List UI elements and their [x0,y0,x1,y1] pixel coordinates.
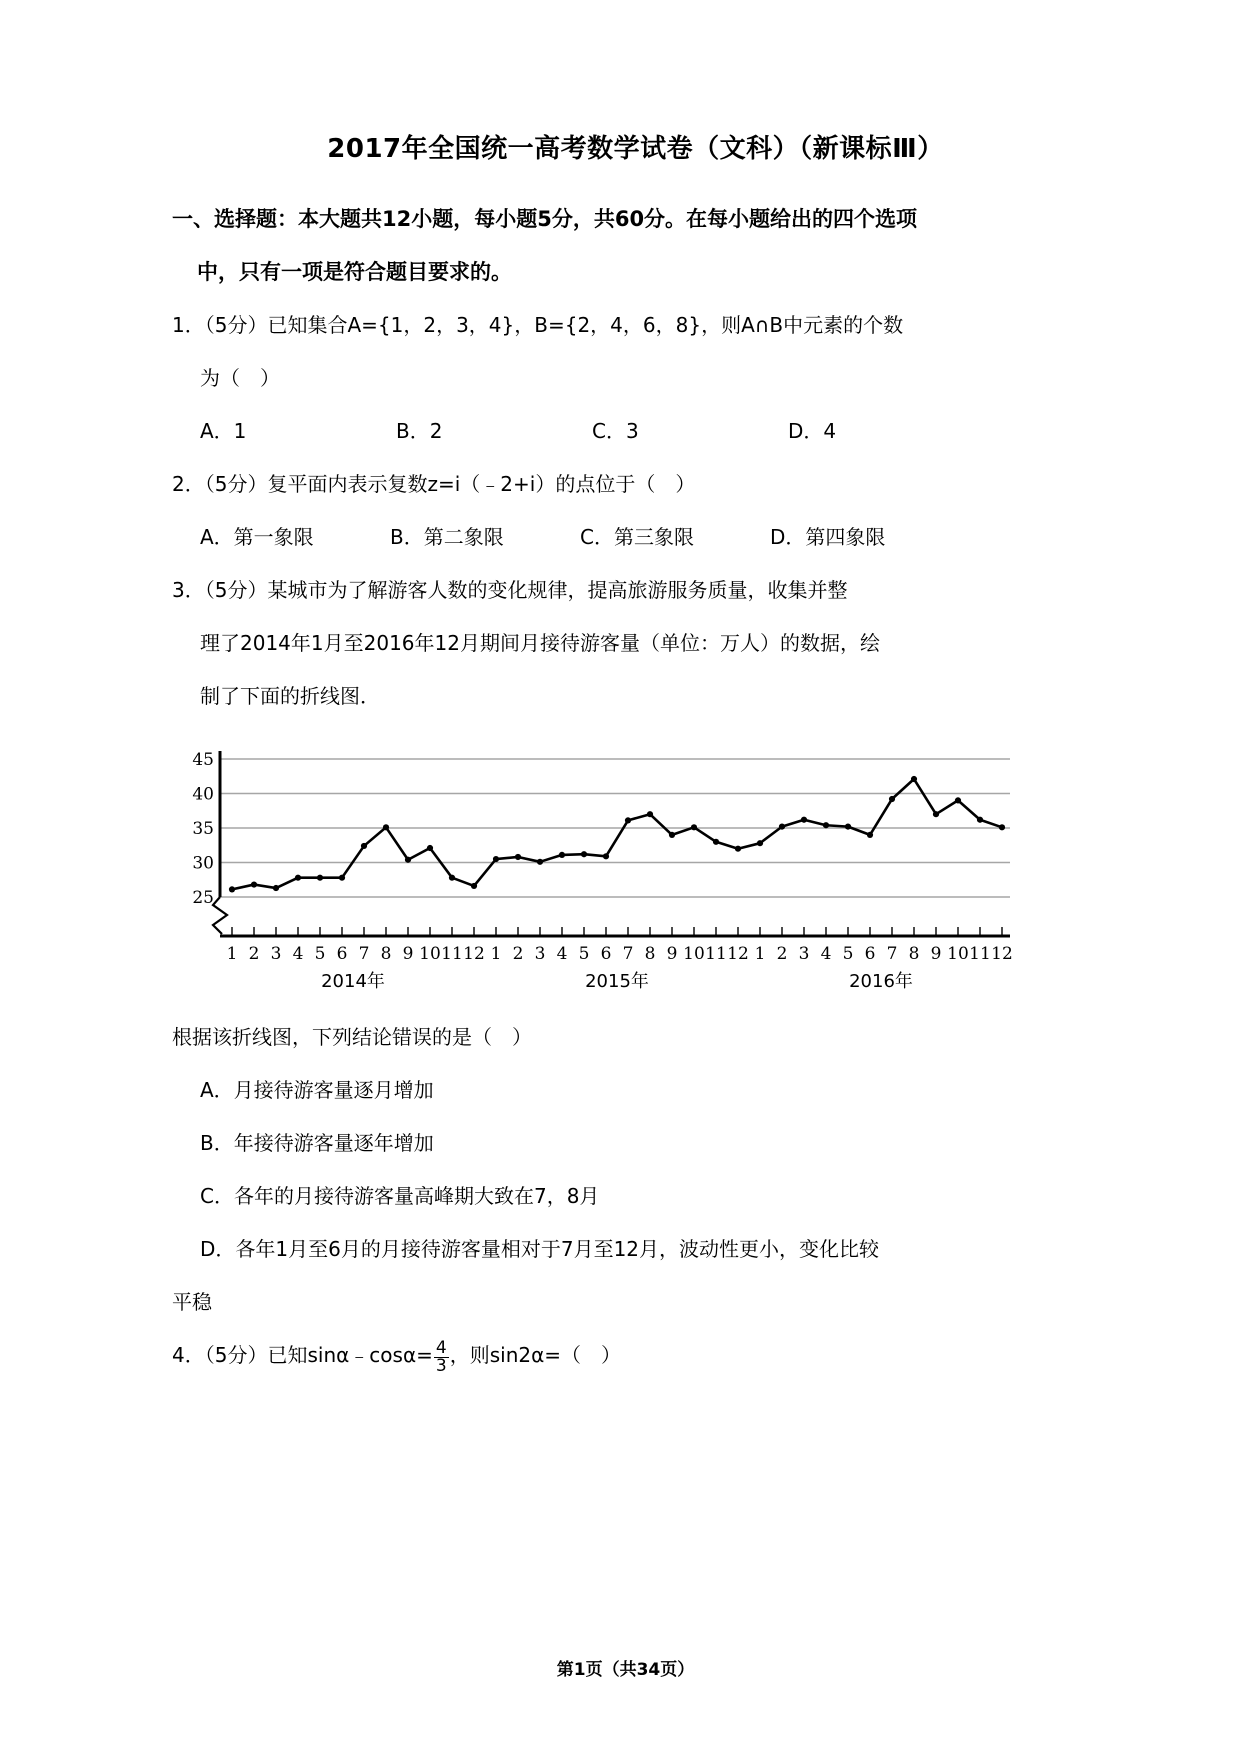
x-tick-label: 3 [270,944,282,964]
question-2-option-c[interactable]: C．第三象限 [580,525,694,549]
x-tick-label: 6 [864,944,876,964]
chart-group-labels [321,970,913,992]
data-point [669,832,675,838]
x-tick-label: 2 [248,944,260,964]
question-1-option-c[interactable]: C．3 [592,419,639,443]
line-chart [0,737,1241,1011]
data-point [889,796,895,802]
x-tick-label: 10 [947,944,969,964]
question-1-number: 1． [172,313,205,337]
data-point [647,811,653,817]
data-point [911,776,917,782]
data-point [537,859,543,865]
question-1-option-b[interactable]: B．2 [396,419,443,443]
x-tick-label: 3 [798,944,810,964]
x-tick-label: 5 [578,944,590,964]
x-tick-label: 9 [666,944,678,964]
data-point [801,817,807,823]
x-tick-label: 1 [754,944,766,964]
data-point [361,843,367,849]
x-tick-label: 12 [991,944,1012,964]
x-tick-label: 4 [556,944,568,964]
question-3-stem-line3: 制了下面的折线图． [200,684,380,708]
data-point [493,856,499,862]
x-tick-label: 5 [314,944,326,964]
question-1-points: （5分） [204,313,268,337]
question-2-option-b[interactable]: B．第二象限 [390,525,504,549]
x-tick-label: 6 [600,944,612,964]
section-heading [0,165,1241,299]
question-2-option-d[interactable]: D．第四象限 [770,525,886,549]
data-point [515,854,521,860]
question-3-after-chart: 根据该折线图，下列结论错误的是（ ） [172,1025,532,1049]
question-4-stem-suffix: ，则sin2α=（ ） [449,1343,622,1367]
x-tick-label: 11 [705,944,727,964]
y-tick-label: 40 [192,784,214,805]
data-point [383,824,389,830]
group-label: 2015年 [585,971,649,992]
data-point [427,845,433,851]
x-tick-label: 10 [683,944,705,964]
page-title: 2017年全国统一高考数学试卷（文科）（新课标Ⅲ） [327,134,944,164]
data-point [559,852,565,858]
x-tick-label: 1 [226,944,238,964]
data-line [232,779,1002,889]
data-point [581,851,587,857]
chart-x-tick-labels [227,944,1012,964]
y-tick-label: 35 [192,819,214,839]
data-point [779,824,785,830]
group-label: 2014年 [321,971,385,992]
question-1 [0,299,1241,405]
data-point [339,875,345,881]
x-tick-label: 9 [402,944,414,964]
data-point [251,881,257,887]
data-point [713,839,719,845]
x-tick-label: 8 [908,944,920,964]
x-tick-label: 5 [842,944,854,964]
data-point [955,797,961,803]
axis-break-icon [213,897,227,934]
question-3-option-b[interactable]: B．年接待游客量逐年增加 [200,1131,434,1155]
page-footer: 第1页（共34页） [556,1660,695,1680]
x-tick-label: 6 [336,944,348,964]
question-3-option-d-wrap: 平稳 [172,1290,212,1314]
x-tick-label: 4 [292,944,304,964]
data-point [449,875,455,881]
x-tick-label: 3 [534,944,546,964]
data-point [977,817,983,823]
y-tick-label: 25 [192,888,214,908]
x-tick-label: 12 [463,944,485,964]
data-point [933,811,939,817]
question-2-stem [172,458,1071,511]
data-point [295,875,301,881]
question-1-option-d[interactable]: D．4 [788,419,837,443]
question-2-points: （5分） [204,472,268,496]
fraction-denominator: 3 [435,1356,447,1377]
x-tick-label: 11 [441,944,463,964]
question-3-option-c[interactable]: C．各年的月接待游客量高峰期大致在7，8月 [200,1184,600,1208]
group-label: 2016年 [849,971,913,992]
question-1-option-a[interactable]: A．1 [200,419,247,443]
x-tick-label: 7 [358,944,370,964]
x-tick-label: 7 [886,944,898,964]
question-2-stem-line1: 复平面内表示复数z=i（﹣2+i）的点位于（ ） [267,472,696,496]
question-1-stem-line1: 已知集合A={1，2，3，4}，B={2，4，6，8}，则A∩B中元素的个数 [267,313,904,337]
data-point [867,832,873,838]
question-1-options [0,405,1241,458]
data-point [603,853,609,859]
x-tick-label: 12 [727,944,749,964]
question-3-stem-line1: 某城市为了解游客人数的变化规律，提高旅游服务质量，收集并整 [267,578,848,602]
x-tick-label: 1 [490,944,502,964]
x-tick-label: 8 [380,944,392,964]
x-tick-label: 2 [776,944,788,964]
data-point [735,846,741,852]
chart-y-tick-labels [192,750,214,908]
question-1-stem [172,299,1071,352]
x-tick-label: 7 [622,944,634,964]
question-2-options [0,511,1241,564]
question-2-option-a[interactable]: A．第一象限 [200,525,314,549]
x-tick-label: 2 [512,944,524,964]
x-tick-label: 4 [820,944,832,964]
x-tick-label: 10 [419,944,441,964]
data-point [999,824,1005,830]
data-point [691,824,697,830]
data-point [845,824,851,830]
fraction [434,1340,449,1376]
question-2 [0,458,1241,511]
data-point [823,822,829,828]
fraction-numerator: 4 [435,1338,447,1359]
question-3-number: 3． [172,578,205,602]
question-3-stem [172,564,1071,617]
data-point [625,817,631,823]
data-point [757,840,763,846]
data-point [273,885,279,891]
y-tick-label: 45 [192,750,214,770]
question-3-stem-line2: 理了2014年1月至2016年12月期间月接待游客量（单位：万人）的数据，绘 [200,631,880,655]
x-tick-label: 11 [969,944,991,964]
y-tick-label: 30 [192,853,214,874]
question-3 [0,564,1241,723]
data-point [229,886,235,892]
question-4-points: （5分） [204,1343,268,1367]
data-point [471,883,477,889]
question-4-number: 4． [172,1343,205,1367]
question-3-option-a[interactable]: A．月接待游客量逐月增加 [200,1078,434,1102]
question-4-stem-prefix: 已知sinα﹣cosα= [267,1343,433,1367]
question-4 [0,1329,1241,1382]
data-point [317,875,323,881]
data-point [405,857,411,863]
x-tick-label: 9 [930,944,942,964]
section-heading-line2: 中，只有一项是符合题目要求的。 [197,260,512,284]
monthly-visitors-chart-svg [172,737,1012,1007]
x-tick-label: 8 [644,944,656,964]
question-3-points: （5分） [204,578,268,602]
question-3-option-d[interactable]: D．各年1月至6月的月接待游客量相对于7月至12月，波动性更小，变化比较 [200,1237,880,1261]
chart-gridlines [220,759,1010,897]
question-1-stem-line2: 为（ ） [200,366,280,390]
section-heading-line1: 一、选择题：本大题共12小题，每小题5分，共60分。在每小题给出的四个选项 [172,207,918,231]
question-2-number: 2． [172,472,205,496]
